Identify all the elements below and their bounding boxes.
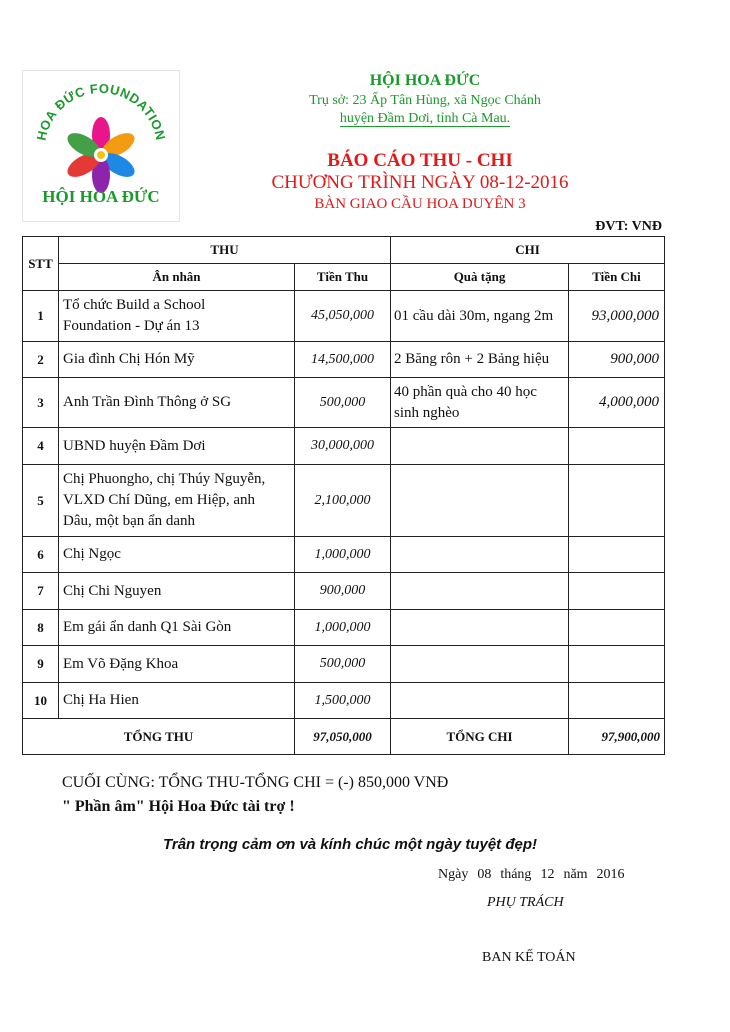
- header-stt: STT: [23, 237, 59, 291]
- header-donor: Ân nhân: [59, 264, 295, 291]
- row-gift: [391, 610, 569, 646]
- header-gift: Quà tặng: [391, 264, 569, 291]
- row-donor: Chị Phuongho, chị Thúy Nguyễn, VLXD Chí Dũng, em Hiệp, anh Dâu, một bạn ẩn danh: [59, 465, 295, 537]
- row-expense: [569, 573, 665, 610]
- row-income: 30,000,000: [295, 428, 391, 465]
- table-row: [23, 378, 665, 428]
- row-expense: [569, 683, 665, 719]
- currency-unit: ĐVT: VNĐ: [595, 219, 662, 234]
- row-stt: 7: [23, 573, 59, 610]
- table-row: [23, 573, 665, 610]
- row-income: 500,000: [295, 378, 391, 428]
- sponsor-note: " Phần âm" Hội Hoa Đức tài trợ !: [62, 798, 295, 815]
- table-row: [23, 610, 665, 646]
- logo-arc-text: HOA ĐỨC FOUNDATION: [33, 80, 169, 142]
- row-donor: Chị Ngọc: [59, 537, 295, 573]
- table-row: [23, 683, 665, 719]
- table-row: [23, 537, 665, 573]
- total-income-value: 97,050,000: [295, 719, 391, 755]
- table-row: [23, 646, 665, 683]
- header-expense: Tiền Chi: [569, 264, 665, 291]
- row-expense: [569, 465, 665, 537]
- report-subtitle: CHƯƠNG TRÌNH NGÀY 08-12-2016: [271, 172, 569, 193]
- row-income: 1,000,000: [295, 537, 391, 573]
- row-donor: Tổ chức Build a School Foundation - Dự án 13: [59, 291, 295, 342]
- row-donor: UBND huyện Đầm Dơi: [59, 428, 295, 465]
- row-gift: [391, 537, 569, 573]
- row-income: 2,100,000: [295, 465, 391, 537]
- header-chi: CHI: [391, 237, 665, 264]
- totals-row: [23, 719, 665, 755]
- org-address-line2: huyện Đầm Dơi, tỉnh Cà Mau.: [339, 111, 511, 126]
- final-balance: CUỐI CÙNG: TỔNG THU-TỔNG CHI = (-) 850,000 VNĐ: [62, 774, 449, 791]
- row-stt: 8: [23, 610, 59, 646]
- date-year-label: năm: [563, 867, 588, 882]
- row-gift: 01 cầu dài 30m, ngang 2m: [391, 291, 569, 342]
- table-row: [23, 342, 665, 378]
- row-expense: [569, 428, 665, 465]
- row-income: 45,050,000: [295, 291, 391, 342]
- date-month-label: tháng: [500, 867, 532, 882]
- logo-bottom-text: HỘI HOA ĐỨC: [42, 187, 160, 206]
- row-donor: Em Võ Đặng Khoa: [59, 646, 295, 683]
- foundation-logo: [22, 70, 180, 222]
- row-gift: [391, 573, 569, 610]
- report-subtitle2: BÀN GIAO CẦU HOA DUYÊN 3: [314, 196, 526, 212]
- row-gift: [391, 683, 569, 719]
- row-donor: Gia đình Chị Hón Mỹ: [59, 342, 295, 378]
- total-expense-label: TỔNG CHI: [391, 719, 569, 755]
- row-expense: 900,000: [569, 342, 665, 378]
- row-gift: 2 Băng rôn + 2 Bảng hiệu: [391, 342, 569, 378]
- lotus-logo-icon: [23, 71, 179, 221]
- row-expense: [569, 537, 665, 573]
- org-address-line2-wrap: [200, 111, 650, 127]
- thanks-message: Trân trọng cảm ơn và kính chúc một ngày tuyệt đẹp!: [162, 836, 538, 853]
- header-thu: THU: [59, 237, 391, 264]
- row-gift: 40 phần quà cho 40 học sinh nghèo: [391, 378, 569, 428]
- row-donor: Anh Trần Đình Thông ở SG: [59, 378, 295, 428]
- report-title: BÁO CÁO THU - CHI: [327, 150, 513, 171]
- income-expense-table: [22, 236, 665, 755]
- date-day: 08: [477, 867, 492, 882]
- row-stt: 2: [23, 342, 59, 378]
- accounting-label: BAN KẾ TOÁN: [482, 950, 576, 965]
- row-donor: Chị Ha Hien: [59, 683, 295, 719]
- row-donor: Chị Chi Nguyen: [59, 573, 295, 610]
- date-year: 2016: [596, 867, 625, 882]
- row-stt: 5: [23, 465, 59, 537]
- row-income: 500,000: [295, 646, 391, 683]
- header-income: Tiền Thu: [295, 264, 391, 291]
- row-stt: 4: [23, 428, 59, 465]
- table-row: [23, 465, 665, 537]
- row-expense: [569, 646, 665, 683]
- row-stt: 10: [23, 683, 59, 719]
- row-stt: 1: [23, 291, 59, 342]
- row-income: 14,500,000: [295, 342, 391, 378]
- table-row: [23, 291, 665, 342]
- date-month: 12: [540, 867, 555, 882]
- org-address-line1: Trụ sở: 23 Ấp Tân Hùng, xã Ngọc Chánh: [309, 93, 541, 108]
- row-expense: 93,000,000: [569, 291, 665, 342]
- row-income: 1,000,000: [295, 610, 391, 646]
- total-income-label: TỔNG THU: [23, 719, 295, 755]
- row-stt: 3: [23, 378, 59, 428]
- total-expense-value: 97,900,000: [569, 719, 665, 755]
- row-income: 1,500,000: [295, 683, 391, 719]
- row-gift: [391, 646, 569, 683]
- row-donor: Em gái ẩn danh Q1 Sài Gòn: [59, 610, 295, 646]
- signing-date: [438, 867, 634, 883]
- row-expense: [569, 610, 665, 646]
- row-gift: [391, 428, 569, 465]
- org-name: HỘI HOA ĐỨC: [369, 72, 481, 89]
- row-gift: [391, 465, 569, 537]
- row-stt: 9: [23, 646, 59, 683]
- row-expense: 4,000,000: [569, 378, 665, 428]
- in-charge-label: PHỤ TRÁCH: [487, 895, 564, 910]
- table-row: [23, 428, 665, 465]
- row-income: 900,000: [295, 573, 391, 610]
- row-stt: 6: [23, 537, 59, 573]
- date-day-label: Ngày: [438, 867, 469, 882]
